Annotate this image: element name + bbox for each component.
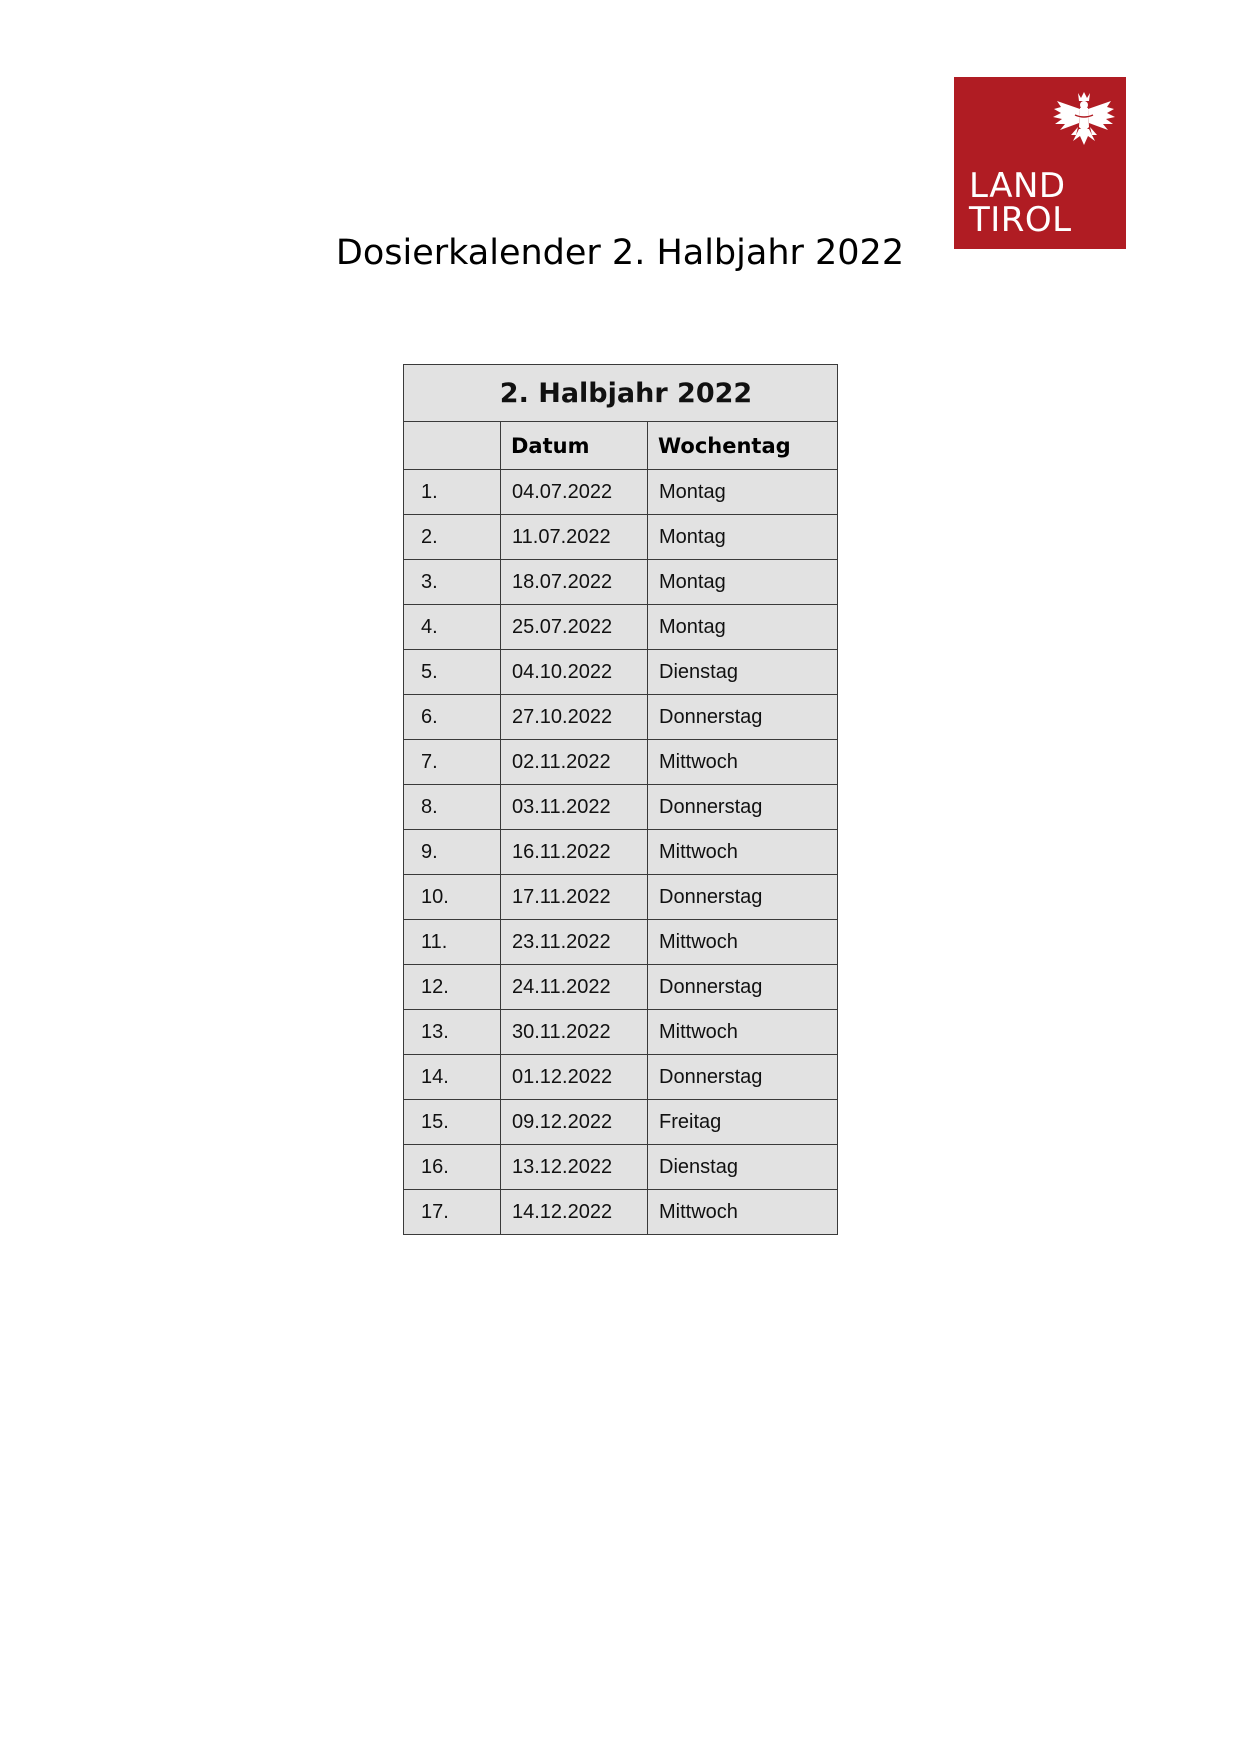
weekday-cell: Mittwoch bbox=[648, 920, 838, 965]
table-row bbox=[404, 1010, 838, 1055]
weekday-cell: Mittwoch bbox=[648, 1010, 838, 1055]
weekday-cell: Montag bbox=[648, 560, 838, 605]
date-cell: 09.12.2022 bbox=[501, 1100, 648, 1145]
weekday-cell: Donnerstag bbox=[648, 875, 838, 920]
weekday-cell: Dienstag bbox=[648, 650, 838, 695]
land-tirol-logo bbox=[954, 77, 1126, 249]
table-row bbox=[404, 1055, 838, 1100]
date-cell: 24.11.2022 bbox=[501, 965, 648, 1010]
row-number-cell: 1. bbox=[404, 470, 501, 515]
date-cell: 04.07.2022 bbox=[501, 470, 648, 515]
table-caption: 2. Halbjahr 2022 bbox=[404, 365, 838, 422]
date-cell: 25.07.2022 bbox=[501, 605, 648, 650]
date-cell: 01.12.2022 bbox=[501, 1055, 648, 1100]
table-row bbox=[404, 1145, 838, 1190]
weekday-cell: Montag bbox=[648, 605, 838, 650]
date-cell: 03.11.2022 bbox=[501, 785, 648, 830]
weekday-cell: Mittwoch bbox=[648, 830, 838, 875]
weekday-cell: Mittwoch bbox=[648, 1190, 838, 1235]
date-cell: 11.07.2022 bbox=[501, 515, 648, 560]
date-cell: 18.07.2022 bbox=[501, 560, 648, 605]
weekday-cell: Montag bbox=[648, 515, 838, 560]
row-number-cell: 9. bbox=[404, 830, 501, 875]
row-number-cell: 11. bbox=[404, 920, 501, 965]
table-row bbox=[404, 695, 838, 740]
weekday-cell: Mittwoch bbox=[648, 740, 838, 785]
row-number-cell: 10. bbox=[404, 875, 501, 920]
date-cell: 16.11.2022 bbox=[501, 830, 648, 875]
table-row bbox=[404, 920, 838, 965]
weekday-cell: Donnerstag bbox=[648, 965, 838, 1010]
table-row bbox=[404, 740, 838, 785]
row-number-cell: 8. bbox=[404, 785, 501, 830]
table-row bbox=[404, 785, 838, 830]
row-number-cell: 5. bbox=[404, 650, 501, 695]
table-caption-row bbox=[404, 365, 838, 422]
date-cell: 02.11.2022 bbox=[501, 740, 648, 785]
table-row bbox=[404, 1190, 838, 1235]
table-row bbox=[404, 515, 838, 560]
row-number-cell: 4. bbox=[404, 605, 501, 650]
date-cell: 13.12.2022 bbox=[501, 1145, 648, 1190]
date-cell: 04.10.2022 bbox=[501, 650, 648, 695]
tyrol-eagle-icon bbox=[1051, 89, 1117, 155]
row-number-cell: 16. bbox=[404, 1145, 501, 1190]
weekday-cell: Donnerstag bbox=[648, 1055, 838, 1100]
row-number-cell: 13. bbox=[404, 1010, 501, 1055]
date-cell: 23.11.2022 bbox=[501, 920, 648, 965]
column-header-number bbox=[404, 422, 501, 470]
table-row bbox=[404, 875, 838, 920]
weekday-cell: Donnerstag bbox=[648, 695, 838, 740]
column-header-weekday: Wochentag bbox=[648, 422, 838, 470]
column-header-date: Datum bbox=[501, 422, 648, 470]
table-header-row bbox=[404, 422, 838, 470]
dosing-calendar-table bbox=[403, 364, 838, 1235]
row-number-cell: 12. bbox=[404, 965, 501, 1010]
weekday-cell: Dienstag bbox=[648, 1145, 838, 1190]
date-cell: 17.11.2022 bbox=[501, 875, 648, 920]
weekday-cell: Montag bbox=[648, 470, 838, 515]
page-title: Dosierkalender 2. Halbjahr 2022 bbox=[335, 233, 905, 273]
table-row bbox=[404, 650, 838, 695]
date-cell: 27.10.2022 bbox=[501, 695, 648, 740]
row-number-cell: 6. bbox=[404, 695, 501, 740]
row-number-cell: 14. bbox=[404, 1055, 501, 1100]
table-row bbox=[404, 1100, 838, 1145]
table-row bbox=[404, 560, 838, 605]
row-number-cell: 7. bbox=[404, 740, 501, 785]
logo-wordmark bbox=[969, 166, 1072, 240]
row-number-cell: 15. bbox=[404, 1100, 501, 1145]
row-number-cell: 17. bbox=[404, 1190, 501, 1235]
logo-line-1: LAND bbox=[969, 166, 1066, 206]
table-row bbox=[404, 965, 838, 1010]
table-row bbox=[404, 470, 838, 515]
logo-line-2: TIROL bbox=[969, 200, 1072, 240]
weekday-cell: Donnerstag bbox=[648, 785, 838, 830]
row-number-cell: 3. bbox=[404, 560, 501, 605]
table-row bbox=[404, 605, 838, 650]
weekday-cell: Freitag bbox=[648, 1100, 838, 1145]
table-row bbox=[404, 830, 838, 875]
date-cell: 14.12.2022 bbox=[501, 1190, 648, 1235]
row-number-cell: 2. bbox=[404, 515, 501, 560]
date-cell: 30.11.2022 bbox=[501, 1010, 648, 1055]
